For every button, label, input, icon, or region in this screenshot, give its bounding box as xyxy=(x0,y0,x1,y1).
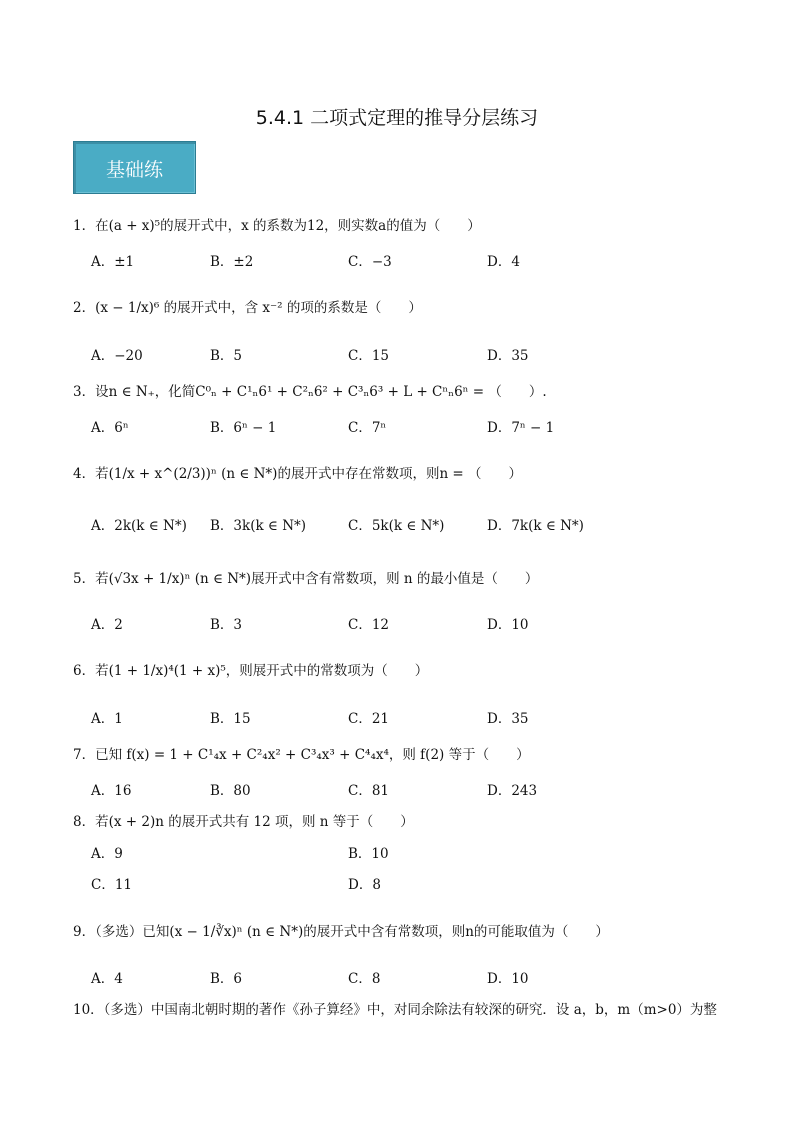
section-label: 基础练 xyxy=(105,159,163,181)
q7-option-d: D．243 xyxy=(487,783,538,799)
q4-option-c: C．5k(k ∈ N*) xyxy=(348,518,445,534)
q6-option-b: B．15 xyxy=(210,711,251,727)
q1-option-b: B．±2 xyxy=(210,254,254,270)
q8-option-d: D．8 xyxy=(348,877,381,893)
q6-option-d: D．35 xyxy=(487,711,529,727)
q8-option-c: C．11 xyxy=(91,877,133,893)
q1-option-c: C．−3 xyxy=(348,254,392,270)
q7-option-b: B．80 xyxy=(210,783,251,799)
q6-option-c: C．21 xyxy=(348,711,390,727)
q7-option-a: A．16 xyxy=(91,783,132,799)
q8-option-a: A．9 xyxy=(91,846,123,862)
question-3: 3．设n ∈ N₊，化简C⁰ₙ + C¹ₙ6¹ + C²ₙ6² + C³ₙ6³ + L + Cⁿₙ6ⁿ = （ ）. xyxy=(73,384,547,400)
question-2: 2．(x − 1/x)⁶ 的展开式中，含 x⁻² 的项的系数是（ ） xyxy=(73,300,422,316)
q4-option-b: B．3k(k ∈ N*) xyxy=(210,518,307,534)
q5-option-a: A．2 xyxy=(91,617,123,633)
q1-option-a: A．±1 xyxy=(91,254,135,270)
q3-option-c: C．7ⁿ xyxy=(348,420,387,436)
q2-option-c: C．15 xyxy=(348,348,390,364)
q4-option-a: A．2k(k ∈ N*) xyxy=(91,518,187,534)
q3-option-d: D．7ⁿ − 1 xyxy=(487,420,555,436)
q8-option-b: B．10 xyxy=(348,846,389,862)
q5-option-d: D．10 xyxy=(487,617,529,633)
question-9: 9．（多选）已知(x − 1/∛x)ⁿ (n ∈ N*)的展开式中含有常数项，则n的可能取值为（ ） xyxy=(73,924,609,940)
q5-option-c: C．12 xyxy=(348,617,390,633)
question-1: 1．在(a + x)⁵的展开式中，x 的系数为12，则实数a的值为（ ） xyxy=(73,218,481,234)
q1-option-d: D．4 xyxy=(487,254,520,270)
q6-option-a: A．1 xyxy=(91,711,123,727)
section-badge xyxy=(73,141,196,194)
q2-option-d: D．35 xyxy=(487,348,529,364)
question-7: 7．已知 f(x) = 1 + C¹₄x + C²₄x² + C³₄x³ + C⁴₄x⁴，则 f(2) 等于（ ） xyxy=(73,747,530,763)
q3-option-b: B．6ⁿ − 1 xyxy=(210,420,277,436)
q4-option-d: D．7k(k ∈ N*) xyxy=(487,518,584,534)
q9-option-d: D．10 xyxy=(487,971,529,987)
page-title: 5.4.1 二项式定理的推导分层练习 xyxy=(255,107,539,129)
q2-option-a: A．−20 xyxy=(91,348,143,364)
question-8: 8．若(x + 2)n 的展开式共有 12 项，则 n 等于（ ） xyxy=(73,814,414,830)
q3-option-a: A．6ⁿ xyxy=(91,420,129,436)
q7-option-c: C．81 xyxy=(348,783,390,799)
question-5: 5．若(√3x + 1/x)ⁿ (n ∈ N*)展开式中含有常数项，则 n 的最小值是（ ） xyxy=(73,571,539,587)
q2-option-b: B．5 xyxy=(210,348,243,364)
q9-option-c: C．8 xyxy=(348,971,381,987)
q9-option-a: A．4 xyxy=(91,971,123,987)
question-6: 6．若(1 + 1/x)⁴(1 + x)⁵，则展开式中的常数项为（ ） xyxy=(73,663,429,679)
question-4: 4．若(1/x + x^(2/3))ⁿ (n ∈ N*)的展开式中存在常数项，则n = （ ） xyxy=(73,466,523,482)
question-10: 10．（多选）中国南北朝时期的著作《孙子算经》中，对同余除法有较深的研究．设 a，b，m（m>0）为整 xyxy=(73,1002,717,1018)
q9-option-b: B．6 xyxy=(210,971,243,987)
q5-option-b: B．3 xyxy=(210,617,243,633)
